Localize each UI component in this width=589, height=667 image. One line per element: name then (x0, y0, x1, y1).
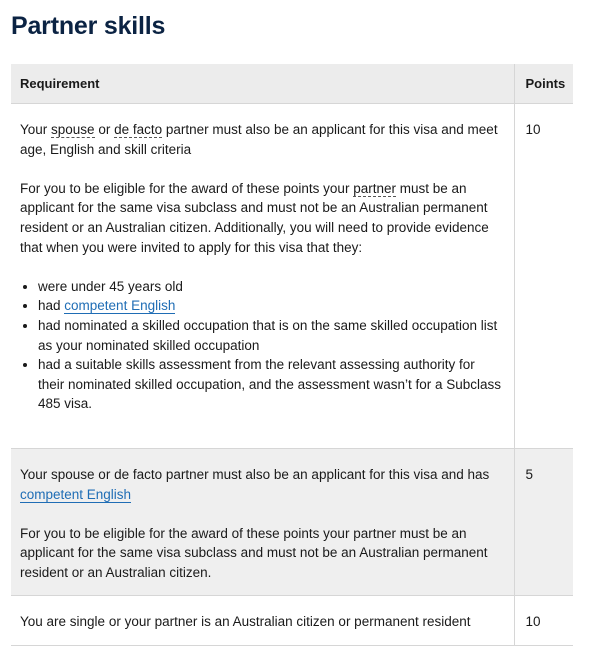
text-fragment: For you to be eligible for the award of these points your (20, 180, 354, 196)
requirement-cell (11, 104, 514, 449)
list-item: • were under 45 years old (38, 277, 505, 297)
text-fragment: Your spouse or de facto partner must also be an applicant for this visa and has (20, 467, 490, 482)
points-cell: 10 (514, 596, 573, 646)
requirement-paragraph (20, 465, 505, 504)
text-fragment: had (38, 298, 65, 314)
eligibility-paragraph (20, 179, 505, 257)
partner-skills-table (11, 64, 573, 646)
requirement-column-header: Requirement (11, 64, 514, 104)
list-item (38, 296, 505, 316)
text-fragment: partner must also be an applicant for this visa and meet age, English and skill criteria (20, 122, 498, 157)
list-item: • had a suitable skills assessment from the relevant assessing authority for their nominated skilled occupation, and the assessment wasn’t for a Subclass 485 visa. (38, 355, 505, 414)
list-item: • had nominated a skilled occupation that is on the same skilled occupation list as your nominated skilled occupation (38, 316, 505, 355)
text-fragment: or (94, 122, 115, 137)
requirement-paragraph (20, 120, 505, 159)
points-cell: 5 (514, 449, 573, 596)
text-fragment: Your (20, 122, 52, 137)
page-title: Partner skills (11, 12, 166, 40)
partner-definition[interactable]: partner (353, 180, 396, 196)
text-fragment: must be an applicant for the same visa subclass and must not be an Australian permanent resident or an Australian citizen. Additionally, you will need to provide evidence that when you were invited to apply for this visa that they: (20, 180, 489, 255)
competent-english-link[interactable]: competent English (20, 486, 132, 502)
criteria-list (20, 277, 505, 414)
points-column-header: Points (514, 64, 573, 104)
spouse-definition[interactable]: spouse (51, 122, 95, 137)
de-facto-definition[interactable]: de facto (114, 122, 163, 137)
points-cell: 10 (514, 104, 573, 449)
table-header-row (11, 64, 573, 104)
requirement-cell: You are single or your partner is an Australian citizen or permanent resident (11, 596, 514, 646)
table-row (11, 596, 573, 646)
eligibility-paragraph: For you to be eligible for the award of these points your partner must be an applicant for the same visa subclass and must not be an Australian permanent resident or an Australian citizen. (20, 525, 488, 580)
table-row (11, 449, 573, 596)
competent-english-link[interactable]: competent English (64, 298, 176, 314)
table-row (11, 104, 573, 449)
requirement-cell (11, 449, 514, 596)
